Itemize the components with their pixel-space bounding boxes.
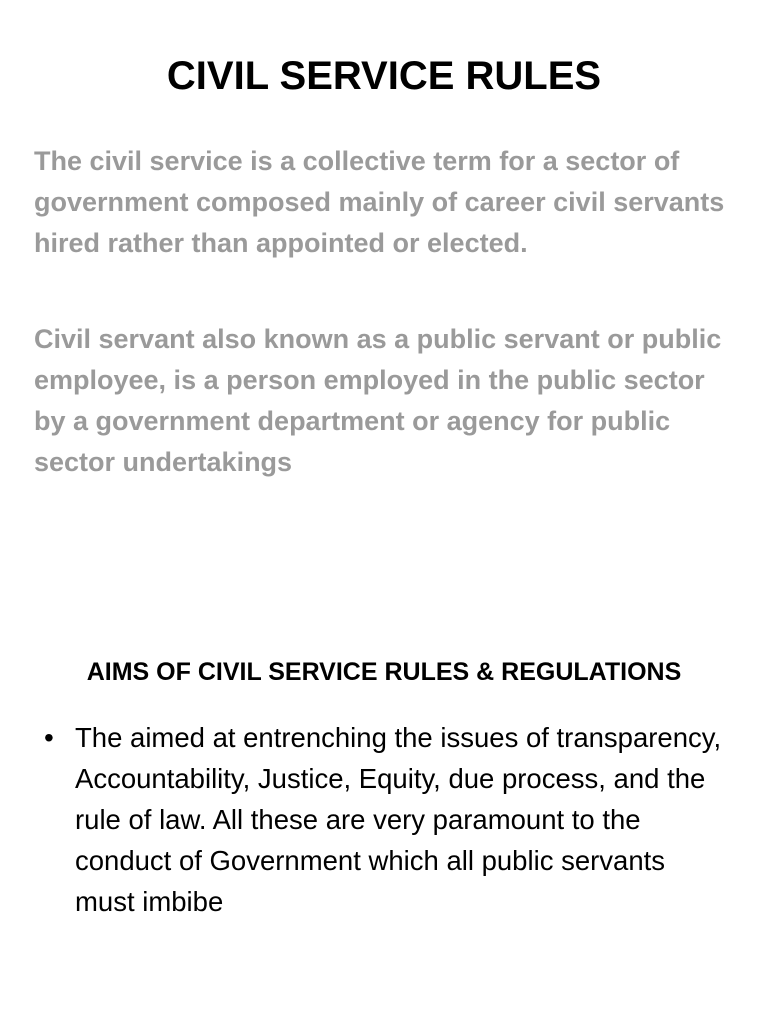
aims-bullet-list [44, 717, 724, 922]
section-heading-aims: AIMS OF CIVIL SERVICE RULES & REGULATIONS [86, 658, 682, 686]
intro-paragraph-civil-servant: Civil servant also known as a public servant or public employee, is a person employed in the public sector by a government department or agency for public sector undertakings [34, 324, 722, 477]
page-title: CIVIL SERVICE RULES [166, 54, 602, 98]
bullet-text: The aimed at entrenching the issues of transparency, Accountability, Justice, Equity, due process, and the rule of law. All these are very paramount to the conduct of Government which all public servants must imbibe [75, 722, 722, 917]
bullet-marker: • [44, 722, 54, 753]
list-item [44, 717, 724, 922]
intro-paragraph-civil-service: The civil service is a collective term for a sector of government composed mainly of career civil servants hired rather than appointed or elected. [34, 146, 725, 258]
